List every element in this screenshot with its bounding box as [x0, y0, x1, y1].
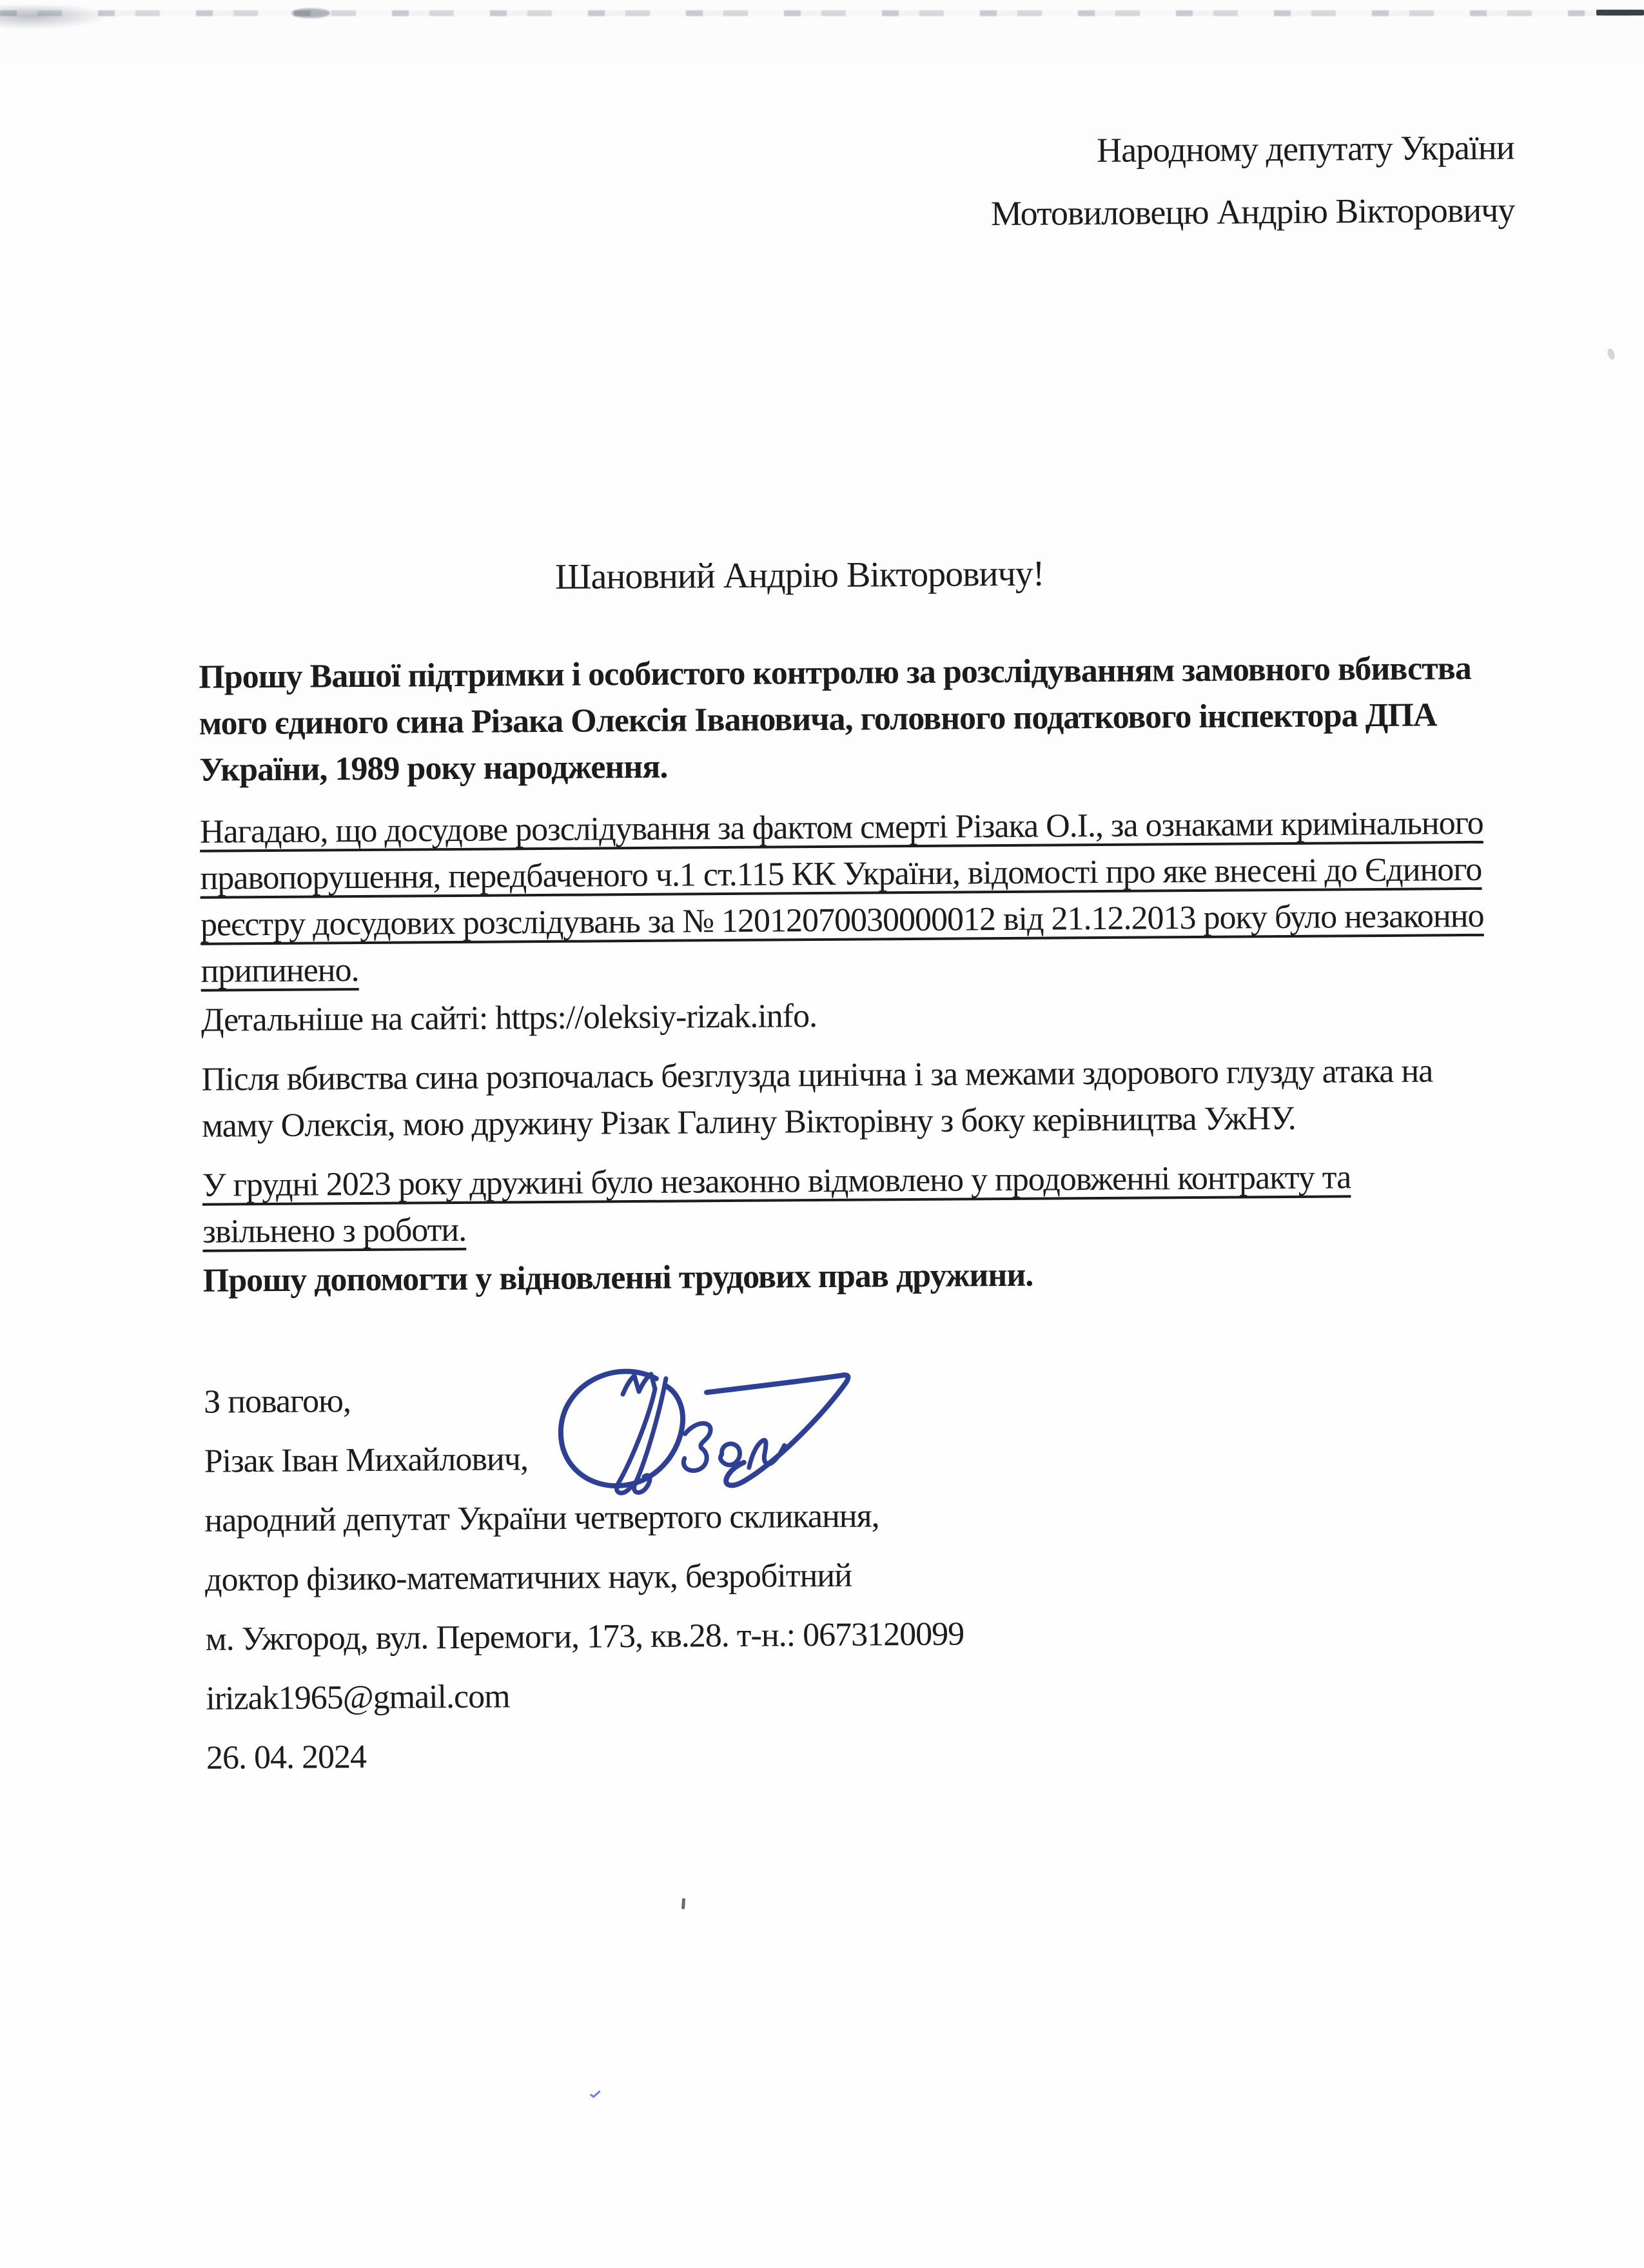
closing-regards: З повагою, [203, 1383, 351, 1421]
paragraph-line: припинено. [201, 952, 359, 990]
paragraph-line: Після вбивства сина розпочалась безглузда цинічна і за межами здорового глузду атака на [201, 1052, 1433, 1098]
paragraph-line: Прошу допомогти у відновленні трудових прав дружини. [202, 1256, 1033, 1299]
paragraph-line: реєстру досудових розслідувань за № 12012070030000012 від 21.12.2013 року було незаконно [200, 897, 1484, 943]
addressee-line-1: Народному депутату України [1096, 128, 1514, 170]
sender-name: Різак Іван Михайлович, [204, 1441, 529, 1480]
scan-speck-tick [681, 1898, 685, 1909]
paragraph-case-details [200, 800, 1485, 995]
handwritten-signature [552, 1356, 869, 1512]
paragraph-request-investigation [199, 646, 1472, 794]
paragraph-line: України, 1989 року народження. [199, 748, 668, 789]
paragraph-website [201, 993, 817, 1044]
sender-title-doctor: доктор фізико-математичних наук, безробітний [204, 1557, 852, 1599]
letter-date: 26. 04. 2024 [206, 1738, 367, 1777]
paragraph-line: звільнено з роботи. [202, 1211, 467, 1250]
addressee-line-2: Мотовиловецю Андрію Вікторовичу [990, 190, 1515, 233]
paragraph-line: У грудні 2023 року дружині було незаконно відмовлено у продовженні контракту та [202, 1159, 1351, 1204]
salutation: Шановний Андрію Вікторовичу! [554, 553, 1044, 597]
paragraph-attack-on-wife [201, 1048, 1433, 1149]
scan-speck-blue [590, 2089, 602, 2098]
paragraph-help-request [203, 1252, 1033, 1305]
paragraph-contract-termination [202, 1154, 1351, 1255]
paragraph-line: правопорушення, передбаченого ч.1 ст.115 КК України, відомості про яке внесені до Єдиного [200, 851, 1482, 897]
addressee-block [990, 116, 1515, 245]
sender-title-deputy: народний депутат України четвертого скликання, [204, 1497, 879, 1539]
paragraph-line: маму Олексія, мою дружину Різак Галину Вікторівну з боку керівництва УжНУ. [201, 1099, 1296, 1145]
sender-address-phone: м. Ужгород, вул. Перемоги, 173, кв.28. т-н.: 0673120099 [205, 1615, 964, 1658]
paragraph-line: Прошу Вашої підтримки і особистого контролю за розслідуванням замовного вбивства [199, 649, 1471, 696]
website-line: Детальніше на сайті: https://oleksiy-rizak.info. [201, 998, 817, 1039]
paragraph-line: мого єдиного сина Різака Олексія Івановича, головного податкового інспектора ДПА [199, 696, 1437, 742]
sender-email: irizak1965@gmail.com [206, 1678, 510, 1717]
paragraph-line: Нагадаю, що досудове розслідування за фактом смерті Різака О.І., за ознаками кримінального [199, 804, 1483, 851]
